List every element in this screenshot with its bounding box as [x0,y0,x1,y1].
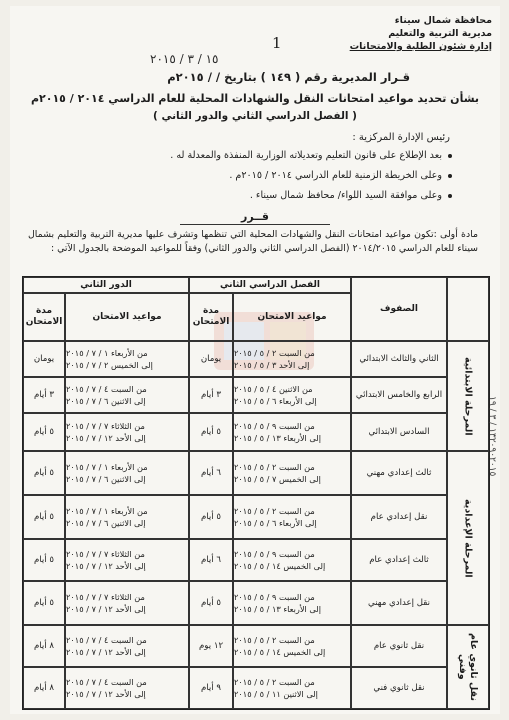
bullet-icon [448,154,452,158]
term2-duration-cell: يومان [189,341,233,377]
handwritten-number: 1 [272,34,282,52]
preamble-bullet: وعلى الخريطة الزمنية للعام الدراسي ٢٠١٤ / ٢٠١٥م . [229,170,452,181]
round2-dates-cell: من الأربعاء ١ / ٧ / ٢٠١٥ إلى الخميس ٢ / ٧ / ٢٠١٥ [65,341,189,377]
header-term2-dates: مواعيد الامتحان [233,293,351,341]
round2-duration-cell: ٥ أيام [23,413,65,451]
round2-duration-cell: ٨ أيام [23,625,65,667]
stage-secondary: نقل ثانوي عام وفني [447,625,489,709]
grade-cell: ثالث إعدادي مهني [351,451,447,495]
header-term2-duration: مدة الامتحان [189,293,233,341]
round2-duration-cell: يومان [23,341,65,377]
grade-cell: الثاني والثالث الابتدائي [351,341,447,377]
bullet-icon [448,194,452,198]
term2-duration-cell: ٥ أيام [189,495,233,539]
term2-duration-cell: ٥ أيام [189,413,233,451]
side-reference-number: ١٣٢٠٩٠٢٠١٥ / ٣ / ١٩ [487,396,497,477]
round2-dates-cell: من الثلاثاء ٧ / ٧ / ٢٠١٥ إلى الأحد ١٢ / ٧ / ٢٠١٥ [65,539,189,581]
round2-dates-cell: من السبت ٤ / ٧ / ٢٠١٥ إلى الأحد ١٢ / ٧ / ٢٠١٥ [65,625,189,667]
term2-dates-cell: من السبت ٩ / ٥ / ٢٠١٥ إلى الأربعاء ١٣ / ٥ / ٢٠١٥ [233,413,351,451]
term2-duration-cell: ١٢ يوم [189,625,233,667]
grade-cell: الرابع والخامس الابتدائي [351,377,447,413]
round2-duration-cell: ٥ أيام [23,581,65,625]
bullet-icon [448,174,452,178]
decision-subject: بشأن تحديد مواعيد امتحانات النقل والشهادات المحلية للعام الدراسي ٢٠١٤ / ٢٠١٥م [30,92,480,105]
preamble-bullet: وعلى موافقة السيد اللواء/ محافظ شمال سيناء . [250,190,452,201]
round2-duration-cell: ٥ أيام [23,451,65,495]
term2-dates-cell: من السبت ٢ / ٥ / ٢٠١٥ إلى الاثنين ١١ / ٥ / ٢٠١٥ [233,667,351,709]
term2-dates-cell: من السبت ٢ / ٥ / ٢٠١٥ إلى الأحد ٣ / ٥ / ٢٠١٥ [233,341,351,377]
stage-preparatory: المرحلة الإعدادية [447,451,489,625]
divider [180,224,330,225]
document-page [10,6,500,714]
round2-dates-cell: من السبت ٤ / ٧ / ٢٠١٥ إلى الأحد ١٢ / ٧ / ٢٠١٥ [65,667,189,709]
header-round2-duration: مدة الامتحان [23,293,65,341]
grade-cell: نقل إعدادي عام [351,495,447,539]
decides-heading: قــرر [241,210,269,223]
term2-dates-cell: من السبت ٩ / ٥ / ٢٠١٥ إلى الخميس ١٤ / ٥ / ٢٠١٥ [233,539,351,581]
preamble-regarding: رئيس الإدارة المركزية : [352,132,450,143]
stage-header-cell [447,277,489,341]
round2-duration-cell: ٥ أيام [23,539,65,581]
grade-cell: السادس الابتدائي [351,413,447,451]
term2-dates-cell: من الاثنين ٤ / ٥ / ٢٠١٥ إلى الأربعاء ٦ / ٥ / ٢٠١٥ [233,377,351,413]
header-round2-dates: مواعيد الامتحان [65,293,189,341]
header-term2: الفصل الدراسي الثاني [189,277,351,293]
term2-duration-cell: ٦ أيام [189,451,233,495]
org-department: إدارة شئون الطلبة والامتحانات [349,41,492,52]
header-grades: الصفوف [351,277,447,341]
round2-dates-cell: من السبت ٤ / ٧ / ٢٠١٥ إلى الاثنين ٦ / ٧ / ٢٠١٥ [65,377,189,413]
round2-dates-cell: من الثلاثاء ٧ / ٧ / ٢٠١٥ إلى الأحد ١٢ / ٧ / ٢٠١٥ [65,581,189,625]
decision-title: قـرار المديرية رقم ( ١٤٩ ) بتاريخ / / ٢٠١٥م [167,70,410,84]
round2-dates-cell: من الأربعاء ١ / ٧ / ٢٠١٥ إلى الاثنين ٦ / ٧ / ٢٠١٥ [65,451,189,495]
article-one: مادة أولى :تكون مواعيد امتحانات النقل والشهادات المحلية التي تنظمها وتشرف عليها مديرية التربية والتعليم بشمال سيناء للعام الدراسي ٢٠١٤/٢٠١٥ (الفصل الدراسي الثاني والدور الثاني) وفقاً للمواعيد الموضحة بالجدول الآتي : [28,229,478,254]
decision-term: ( الفصل الدراسي الثاني والدور الثاني ) [153,110,357,122]
round2-duration-cell: ٣ أيام [23,377,65,413]
exam-schedule-table [22,276,490,710]
org-directorate: مديرية التربية والتعليم [388,28,492,39]
preamble-bullet: بعد الإطلاع على قانون التعليم وتعديلاته الوزارية المنفذة والمعدلة له . [170,150,452,161]
grade-cell: نقل ثانوي فني [351,667,447,709]
stage-primary: المرحلة الابتدائية [447,341,489,451]
org-governorate: محافظة شمال سيناء [394,15,492,26]
header-round2: الدور الثاني [23,277,189,293]
grade-cell: نقل ثانوي عام [351,625,447,667]
round2-dates-cell: من الأربعاء ١ / ٧ / ٢٠١٥ إلى الاثنين ٦ / ٧ / ٢٠١٥ [65,495,189,539]
term2-dates-cell: من السبت ٩ / ٥ / ٢٠١٥ إلى الأربعاء ١٣ / ٥ / ٢٠١٥ [233,581,351,625]
term2-dates-cell: من السبت ٢ / ٥ / ٢٠١٥ إلى الخميس ٧ / ٥ / ٢٠١٥ [233,451,351,495]
handwritten-date: ١٥ / ٣ / ٢٠١٥ [150,52,219,66]
grade-cell: ثالث إعدادي عام [351,539,447,581]
organization-header [350,14,492,53]
term2-dates-cell: من السبت ٢ / ٥ / ٢٠١٥ إلى الخميس ١٤ / ٥ / ٢٠١٥ [233,625,351,667]
grade-cell: نقل إعدادي مهني [351,581,447,625]
term2-duration-cell: ٩ أيام [189,667,233,709]
round2-duration-cell: ٨ أيام [23,667,65,709]
term2-dates-cell: من السبت ٢ / ٥ / ٢٠١٥ إلى الأربعاء ٦ / ٥ / ٢٠١٥ [233,495,351,539]
term2-duration-cell: ٣ أيام [189,377,233,413]
term2-duration-cell: ٥ أيام [189,581,233,625]
round2-dates-cell: من الثلاثاء ٧ / ٧ / ٢٠١٥ إلى الأحد ١٢ / ٧ / ٢٠١٥ [65,413,189,451]
term2-duration-cell: ٦ أيام [189,539,233,581]
round2-duration-cell: ٥ أيام [23,495,65,539]
